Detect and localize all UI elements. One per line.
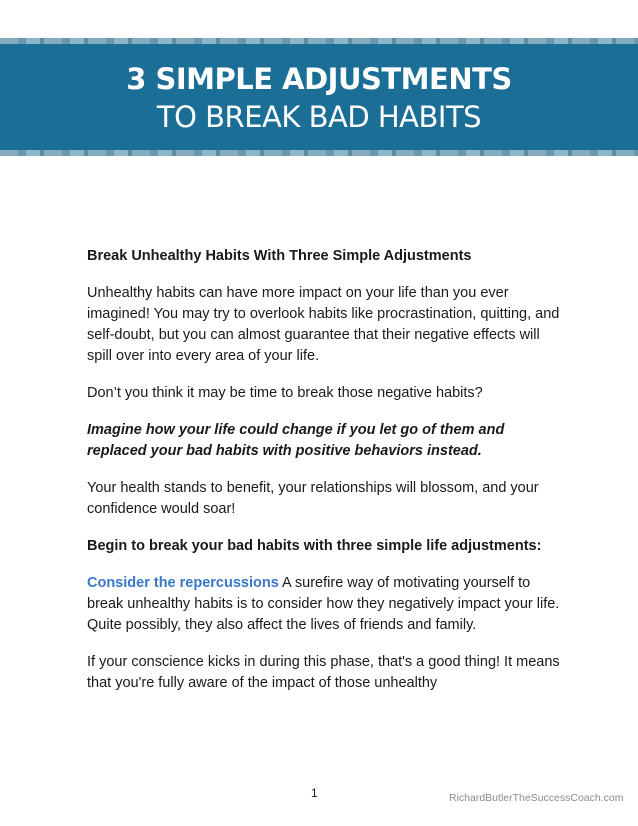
paragraph-intro: Unhealthy habits can have more impact on your life than you ever imagined! You may try to overlook habits like procrastination, quitting, and self-doubt, but you can almost guarantee that their negative effects will spill over into every area of your life.: [87, 285, 560, 364]
repercussions-body: A surefire way of motivating yourself to break unhealthy habits is to consider how they negatively impact your life. Quite possibly, they also affect the lives of friends and family.: [87, 575, 560, 633]
article-heading: Break Unhealthy Habits With Three Simple Adjustments: [87, 248, 472, 264]
paragraph-adjustments-intro: Begin to break your bad habits with three simple life adjustments:: [87, 538, 542, 554]
banner-title-line2: TO BREAK BAD HABITS: [156, 100, 482, 134]
paragraph-imagine: Imagine how your life could change if you let go of them and replaced your bad habits with positive behaviors instead.: [87, 422, 505, 459]
article-body: [87, 246, 562, 710]
footer-website: RichardButlerTheSuccessCoach.com: [449, 792, 624, 804]
title-banner: [0, 38, 638, 156]
paragraph-conscience: If your conscience kicks in during this phase, that's a good thing! It means that you're fully aware of the impact of those unhealthy: [87, 654, 560, 691]
paragraph-question: Don’t you think it may be time to break those negative habits?: [87, 385, 483, 401]
page-number: 1: [311, 786, 318, 800]
banner-title-line1: 3 SIMPLE ADJUSTMENTS: [126, 62, 512, 96]
paragraph-repercussions: [87, 573, 562, 636]
paragraph-benefits: Your health stands to benefit, your relationships will blossom, and your confidence would soar!: [87, 480, 539, 517]
repercussions-lead: Consider the repercussions: [87, 575, 279, 591]
